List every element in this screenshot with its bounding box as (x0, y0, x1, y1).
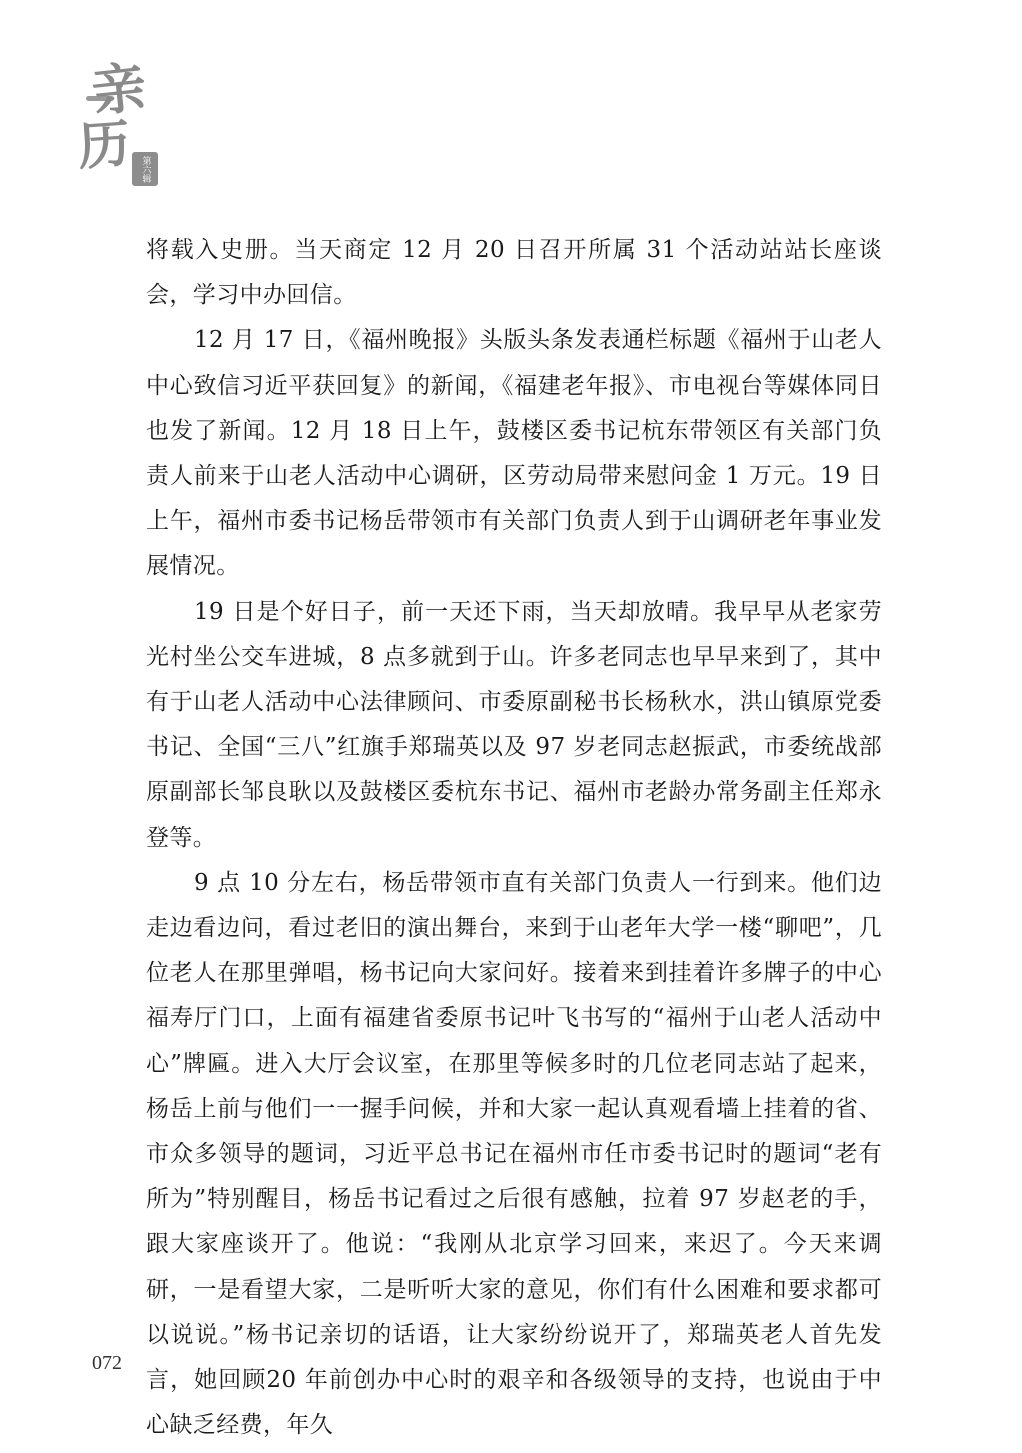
paragraph-4: 9 点 10 分左右，杨岳带领市直有关部门负责人一行到来。他们边走边看边问，看过老旧的演出舞台，来到于山老年大学一楼“聊吧”，几位老人在那里弹唱，杨书记向大家问好。接着来到挂着许多牌子的中心福寿厅门口，上面有福建省委原书记叶飞书写的“福州于山老人活动中心”牌匾。进入大厅会议室，在那里等候多时的几位老同志站了起来，杨岳上前与他们一一握手问候，并和大家一起认真观看墙上挂着的省、市众多领导的题词，习近平总书记在福州市任市委书记时的题词“老有所为”特别醒目，杨岳书记看过之后很有感触，拉着 97 岁赵老的手，跟大家座谈开了。他说：“我刚从北京学习回来，来迟了。今天来调研，一是看望大家，二是听听大家的意见，你们有什么困难和要求都可以说说。”杨书记亲切的话语，让大家纷纷说开了，郑瑞英老人首先发言，她回顾20 年前创办中心时的艰辛和各级领导的支持，也说由于中心缺乏经费，年久 (146, 869, 882, 1439)
logo-char-1: 亲 (88, 54, 150, 124)
body-text (146, 228, 882, 1448)
book-series-logo (75, 54, 166, 188)
page-number: 072 (92, 1352, 122, 1374)
logo-seal-stamp: 第六辑 (132, 152, 158, 186)
paragraph-3: 19 日是个好日子，前一天还下雨，当天却放晴。我早早从老家劳光村坐公交车进城，8 点多就到于山。许多老同志也早早来到了，其中有于山老人活动中心法律顾问、市委原副秘书长杨秋水，洪山镇原党委书记、全国“三八”红旗手郑瑞英以及 97 岁老同志赵振武，市委统战部原副部长邹良耿以及鼓楼区委杭东书记、福州市老龄办常务副主任郑永登等。 (146, 598, 882, 851)
paragraph-1: 将载入史册。当天商定 12 月 20 日召开所属 31 个活动站站长座谈会，学习中办回信。 (146, 237, 882, 309)
paragraph-2: 12 月 17 日，《福州晚报》头版头条发表通栏标题《福州于山老人中心致信习近平获回复》的新闻，《福建老年报》、市电视台等媒体同日也发了新闻。12 月 18 日上午，鼓楼区委书记杭东带领区有关部门负责人前来于山老人活动中心调研，区劳动局带来慰问金 1 万元。19 日上午，福州市委书记杨岳带领市有关部门负责人到于山调研老年事业发展情况。 (146, 327, 882, 580)
logo-char-2: 历 (75, 113, 133, 178)
